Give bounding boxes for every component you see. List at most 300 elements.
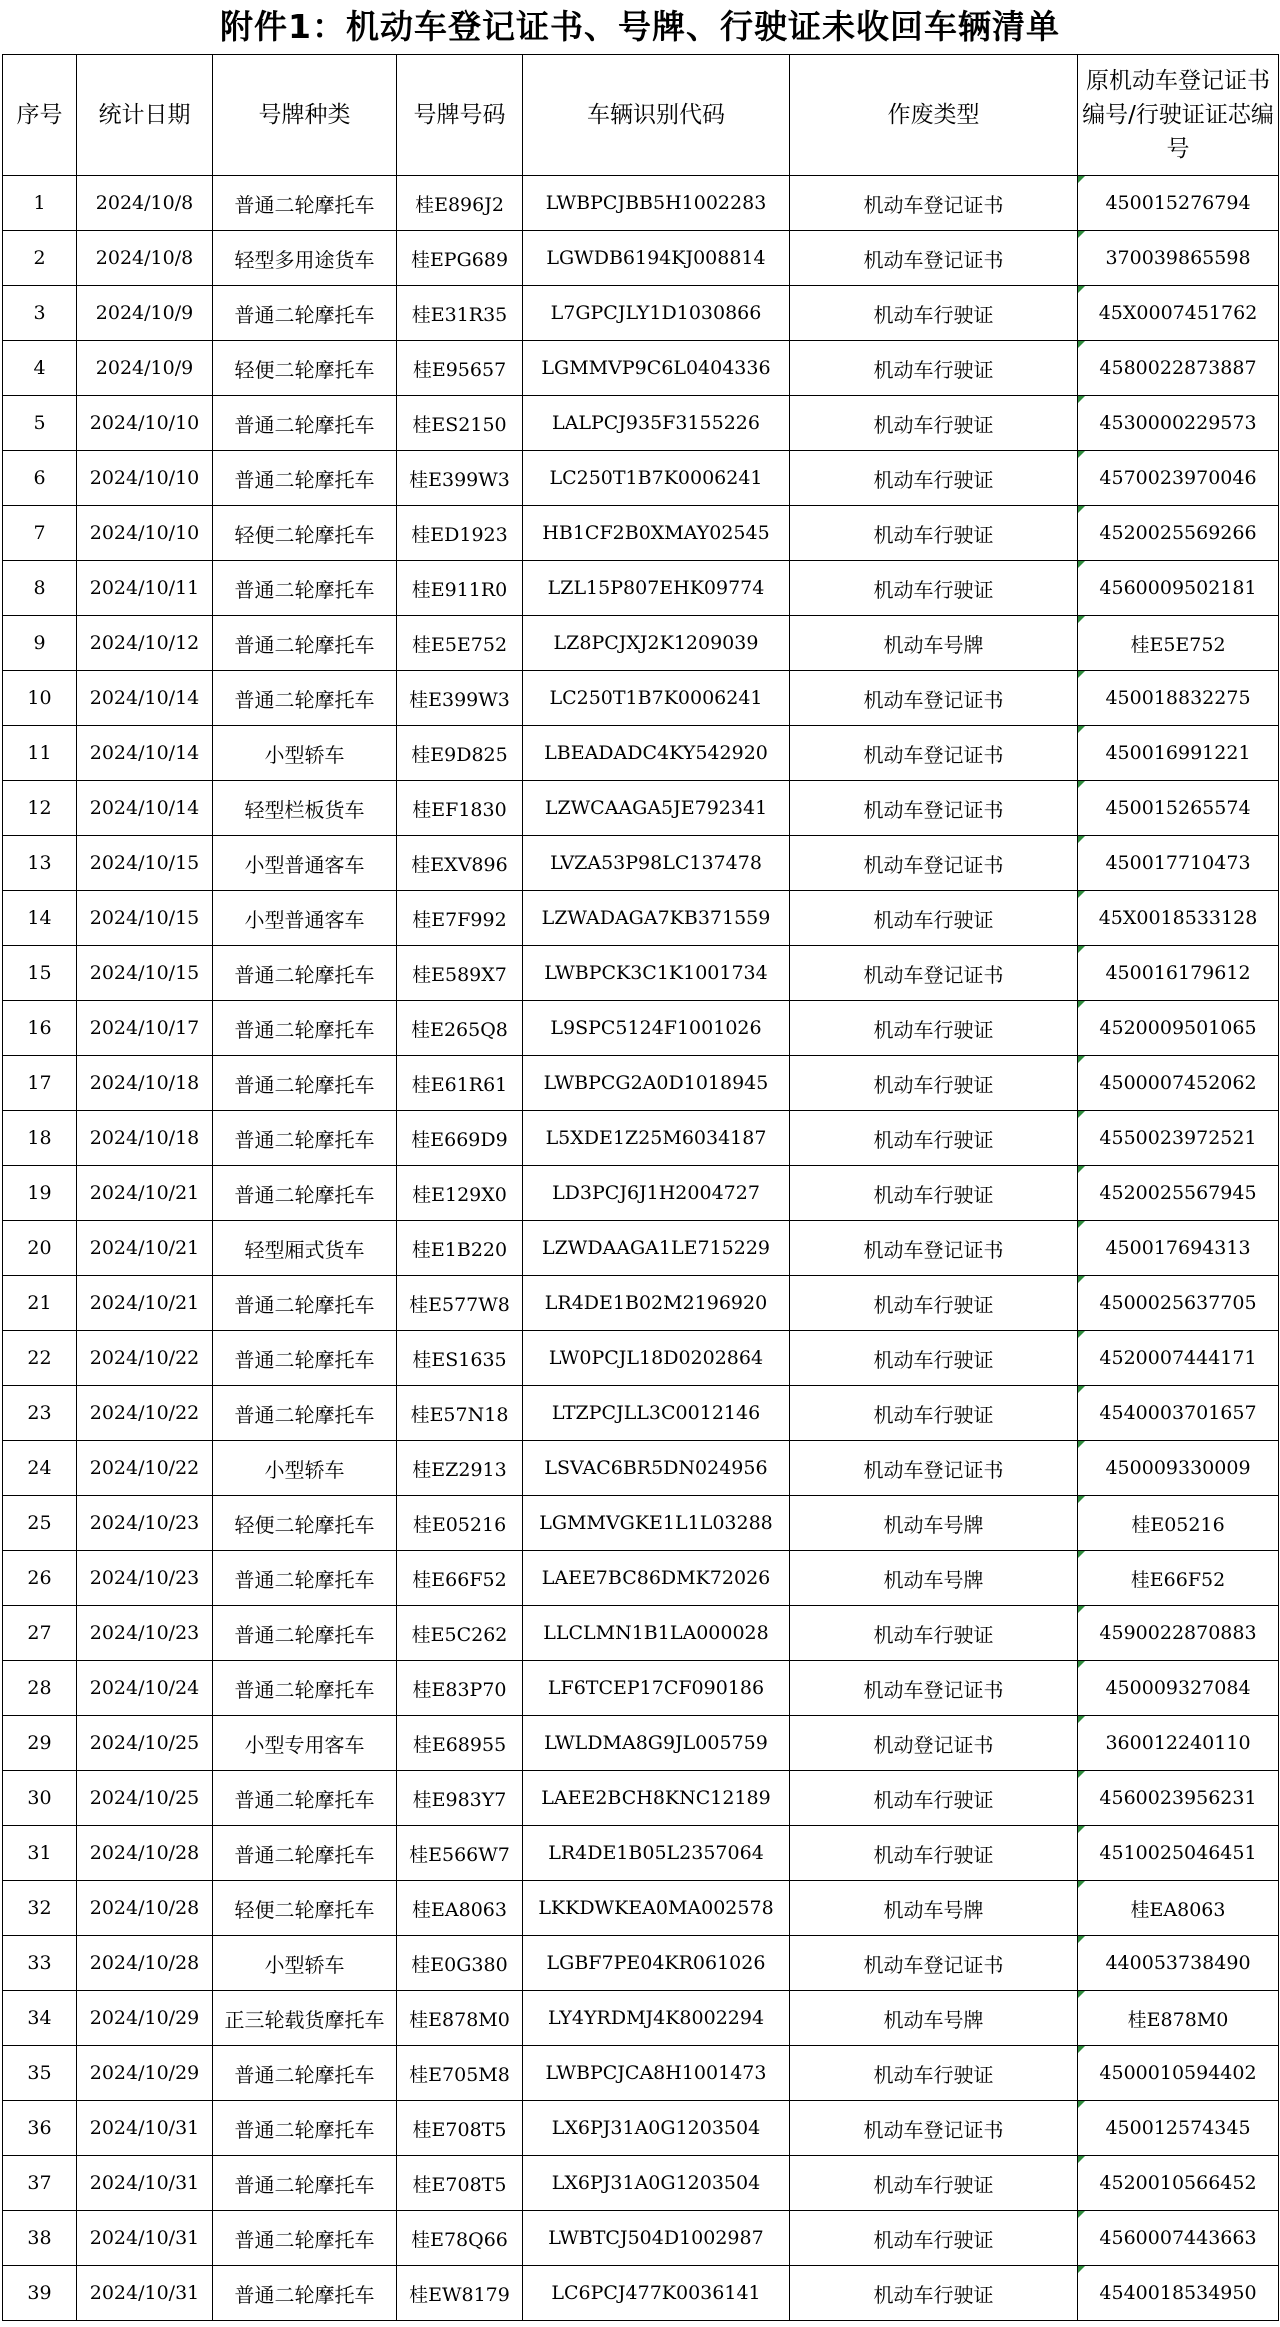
cert-no-text: 4520010566452: [1099, 2172, 1257, 2194]
cell-plate-no: 桂E95657: [397, 341, 523, 396]
cell-seq: 8: [3, 561, 77, 616]
cell-seq: 25: [3, 1496, 77, 1551]
cert-no-text: 4540018534950: [1099, 2282, 1257, 2304]
cell-cert-no: [1078, 1991, 1279, 2046]
cell-vin: LGMMVGKE1L1L03288: [523, 1496, 790, 1551]
cell-plate-no: 桂ED1923: [397, 506, 523, 561]
cert-no-text: 4590022870883: [1099, 1622, 1257, 1644]
header-void-type: 作废类型: [790, 55, 1078, 176]
cell-plate-type: 正三轮载货摩托车: [213, 1991, 397, 2046]
cell-seq: 3: [3, 286, 77, 341]
cell-cert-no: [1078, 1056, 1279, 1111]
cert-no-text: 4540003701657: [1099, 1402, 1257, 1424]
cell-plate-no: 桂E911R0: [397, 561, 523, 616]
cell-void-type: 机动车行驶证: [790, 1001, 1078, 1056]
cell-vin: LTZPCJLL3C0012146: [523, 1386, 790, 1441]
cert-no-text: 450018832275: [1105, 687, 1251, 709]
cell-plate-type: 普通二轮摩托车: [213, 2156, 397, 2211]
cell-date: 2024/10/15: [77, 836, 213, 891]
cell-plate-type: 普通二轮摩托车: [213, 2101, 397, 2156]
cell-date: 2024/10/21: [77, 1276, 213, 1331]
table-row: [3, 506, 1279, 561]
cell-seq: 39: [3, 2266, 77, 2321]
cell-cert-no: [1078, 1826, 1279, 1881]
cell-void-type: 机动车行驶证: [790, 1386, 1078, 1441]
cell-plate-no: 桂EW8179: [397, 2266, 523, 2321]
cell-date: 2024/10/25: [77, 1716, 213, 1771]
cell-vin: LC250T1B7K0006241: [523, 671, 790, 726]
document-title: 附件1：机动车登记证书、号牌、行驶证未收回车辆清单: [220, 7, 1060, 46]
comment-corner-icon: [1078, 1606, 1085, 1613]
cert-no-text: 4560023956231: [1099, 1787, 1257, 1809]
cell-vin: LF6TCEP17CF090186: [523, 1661, 790, 1716]
cert-no-text: 桂E878M0: [1127, 2008, 1229, 2031]
cell-plate-no: 桂ES1635: [397, 1331, 523, 1386]
cell-seq: 9: [3, 616, 77, 671]
cell-seq: 13: [3, 836, 77, 891]
cell-vin: LZWADAGA7KB371559: [523, 891, 790, 946]
table-row: [3, 2101, 1279, 2156]
cell-plate-no: 桂E5C262: [397, 1606, 523, 1661]
cell-seq: 30: [3, 1771, 77, 1826]
cell-plate-no: 桂E0G380: [397, 1936, 523, 1991]
cell-cert-no: [1078, 891, 1279, 946]
cert-no-text: 4560009502181: [1099, 577, 1257, 599]
cert-no-text: 450016991221: [1105, 742, 1251, 764]
cell-cert-no: [1078, 1111, 1279, 1166]
comment-corner-icon: [1078, 561, 1085, 568]
cell-plate-type: 轻便二轮摩托车: [213, 1881, 397, 1936]
cell-date: 2024/10/10: [77, 451, 213, 506]
cell-plate-type: 普通二轮摩托车: [213, 176, 397, 231]
cell-date: 2024/10/9: [77, 341, 213, 396]
table-row: [3, 1881, 1279, 1936]
cell-void-type: 机动车行驶证: [790, 2156, 1078, 2211]
comment-corner-icon: [1078, 836, 1085, 843]
cell-plate-type: 小型轿车: [213, 726, 397, 781]
cell-cert-no: [1078, 341, 1279, 396]
cell-vin: LW0PCJL18D0202864: [523, 1331, 790, 1386]
cert-no-text: 4520007444171: [1099, 1347, 1257, 1369]
table-row: [3, 1716, 1279, 1771]
cell-seq: 35: [3, 2046, 77, 2101]
cert-no-text: 450017694313: [1105, 1237, 1251, 1259]
cell-cert-no: [1078, 1441, 1279, 1496]
cell-date: 2024/10/18: [77, 1056, 213, 1111]
cell-cert-no: [1078, 946, 1279, 1001]
table-row: [3, 1771, 1279, 1826]
cell-date: 2024/10/15: [77, 946, 213, 1001]
cell-plate-no: 桂E57N18: [397, 1386, 523, 1441]
comment-corner-icon: [1078, 1991, 1085, 1998]
table-header: [3, 55, 1279, 176]
cell-vin: LWBPCJBB5H1002283: [523, 176, 790, 231]
comment-corner-icon: [1078, 2156, 1085, 2163]
header-plate-no: 号牌号码: [397, 55, 523, 176]
cell-cert-no: [1078, 1001, 1279, 1056]
comment-corner-icon: [1078, 1881, 1085, 1888]
cell-plate-no: 桂E61R61: [397, 1056, 523, 1111]
cell-date: 2024/10/9: [77, 286, 213, 341]
cell-plate-no: 桂E399W3: [397, 671, 523, 726]
cell-date: 2024/10/29: [77, 1991, 213, 2046]
comment-corner-icon: [1078, 946, 1085, 953]
cell-plate-type: 轻型栏板货车: [213, 781, 397, 836]
cell-date: 2024/10/31: [77, 2266, 213, 2321]
cell-vin: LZWCAAGA5JE792341: [523, 781, 790, 836]
cell-void-type: 机动车行驶证: [790, 2266, 1078, 2321]
cell-plate-type: 普通二轮摩托车: [213, 286, 397, 341]
cell-seq: 23: [3, 1386, 77, 1441]
cell-cert-no: [1078, 2266, 1279, 2321]
cell-plate-type: 普通二轮摩托车: [213, 1001, 397, 1056]
cell-date: 2024/10/10: [77, 506, 213, 561]
comment-corner-icon: [1078, 286, 1085, 293]
cell-cert-no: [1078, 2101, 1279, 2156]
table-row: [3, 561, 1279, 616]
table-row: [3, 1056, 1279, 1111]
cert-no-text: 440053738490: [1105, 1952, 1251, 1974]
cell-seq: 12: [3, 781, 77, 836]
cell-seq: 33: [3, 1936, 77, 1991]
cell-void-type: 机动车登记证书: [790, 1661, 1078, 1716]
table-row: [3, 1826, 1279, 1881]
cell-seq: 22: [3, 1331, 77, 1386]
cell-plate-no: 桂E05216: [397, 1496, 523, 1551]
cell-date: 2024/10/31: [77, 2156, 213, 2211]
header-seq: 序号: [3, 55, 77, 176]
cell-plate-type: 轻型多用途货车: [213, 231, 397, 286]
cert-no-text: 4570023970046: [1099, 467, 1257, 489]
cell-plate-type: 普通二轮摩托车: [213, 1111, 397, 1166]
cell-plate-type: 普通二轮摩托车: [213, 1386, 397, 1441]
cell-cert-no: [1078, 1221, 1279, 1276]
cell-vin: LWLDMA8G9JL005759: [523, 1716, 790, 1771]
cell-vin: LR4DE1B02M2196920: [523, 1276, 790, 1331]
cell-vin: LZL15P807EHK09774: [523, 561, 790, 616]
comment-corner-icon: [1078, 396, 1085, 403]
cell-void-type: 机动车号牌: [790, 1991, 1078, 2046]
table-body: [3, 176, 1279, 2321]
cell-seq: 36: [3, 2101, 77, 2156]
cell-void-type: 机动车登记证书: [790, 1221, 1078, 1276]
comment-corner-icon: [1078, 1111, 1085, 1118]
cell-void-type: 机动车行驶证: [790, 1606, 1078, 1661]
cell-date: 2024/10/15: [77, 891, 213, 946]
cell-void-type: 机动车行驶证: [790, 1276, 1078, 1331]
cell-plate-no: 桂E7F992: [397, 891, 523, 946]
table-row: [3, 1001, 1279, 1056]
cell-date: 2024/10/28: [77, 1881, 213, 1936]
table-row: [3, 1606, 1279, 1661]
cell-cert-no: [1078, 1606, 1279, 1661]
comment-corner-icon: [1078, 1826, 1085, 1833]
cell-seq: 28: [3, 1661, 77, 1716]
comment-corner-icon: [1078, 231, 1085, 238]
cell-vin: L9SPC5124F1001026: [523, 1001, 790, 1056]
cell-vin: LAEE7BC86DMK72026: [523, 1551, 790, 1606]
table-row: [3, 836, 1279, 891]
cell-seq: 31: [3, 1826, 77, 1881]
cell-vin: LR4DE1B05L2357064: [523, 1826, 790, 1881]
cell-date: 2024/10/31: [77, 2101, 213, 2156]
cell-cert-no: [1078, 671, 1279, 726]
cell-plate-no: 桂E83P70: [397, 1661, 523, 1716]
cell-cert-no: [1078, 1386, 1279, 1441]
cell-date: 2024/10/22: [77, 1331, 213, 1386]
cell-plate-no: 桂EXV896: [397, 836, 523, 891]
cell-seq: 10: [3, 671, 77, 726]
cell-date: 2024/10/8: [77, 231, 213, 286]
comment-corner-icon: [1078, 451, 1085, 458]
table-row: [3, 396, 1279, 451]
cell-vin: LWBTCJ504D1002987: [523, 2211, 790, 2266]
cert-no-text: 360012240110: [1105, 1732, 1251, 1754]
cell-plate-type: 普通二轮摩托车: [213, 1771, 397, 1826]
comment-corner-icon: [1078, 341, 1085, 348]
cell-plate-type: 轻型厢式货车: [213, 1221, 397, 1276]
cell-void-type: 机动车号牌: [790, 1551, 1078, 1606]
cell-void-type: 机动车登记证书: [790, 671, 1078, 726]
table-row: [3, 781, 1279, 836]
cell-plate-type: 小型普通客车: [213, 836, 397, 891]
cell-void-type: 机动车行驶证: [790, 2046, 1078, 2101]
cell-cert-no: [1078, 1331, 1279, 1386]
cell-plate-type: 普通二轮摩托车: [213, 561, 397, 616]
cell-seq: 7: [3, 506, 77, 561]
cell-seq: 27: [3, 1606, 77, 1661]
cell-plate-type: 小型轿车: [213, 1441, 397, 1496]
comment-corner-icon: [1078, 1716, 1085, 1723]
cell-plate-type: 普通二轮摩托车: [213, 2211, 397, 2266]
cell-date: 2024/10/21: [77, 1221, 213, 1276]
cert-no-text: 4500010594402: [1099, 2062, 1257, 2084]
cert-no-text: 4520009501065: [1099, 1017, 1257, 1039]
cell-date: 2024/10/28: [77, 1826, 213, 1881]
cell-date: 2024/10/18: [77, 1111, 213, 1166]
table-row: [3, 341, 1279, 396]
cell-vin: LAEE2BCH8KNC12189: [523, 1771, 790, 1826]
cell-plate-type: 普通二轮摩托车: [213, 1606, 397, 1661]
table-row: [3, 616, 1279, 671]
comment-corner-icon: [1078, 1441, 1085, 1448]
cell-vin: LC6PCJ477K0036141: [523, 2266, 790, 2321]
cert-no-text: 4520025569266: [1099, 522, 1257, 544]
cell-vin: L5XDE1Z25M6034187: [523, 1111, 790, 1166]
cell-plate-no: 桂E78Q66: [397, 2211, 523, 2266]
cell-seq: 21: [3, 1276, 77, 1331]
cert-no-text: 4500025637705: [1099, 1292, 1257, 1314]
cell-plate-type: 轻便二轮摩托车: [213, 341, 397, 396]
cell-plate-no: 桂EF1830: [397, 781, 523, 836]
comment-corner-icon: [1078, 2101, 1085, 2108]
cell-void-type: 机动车行驶证: [790, 891, 1078, 946]
cell-date: 2024/10/14: [77, 726, 213, 781]
cell-plate-no: 桂E708T5: [397, 2101, 523, 2156]
cell-vin: LZWDAAGA1LE715229: [523, 1221, 790, 1276]
cell-plate-type: 小型专用客车: [213, 1716, 397, 1771]
cell-plate-no: 桂E589X7: [397, 946, 523, 1001]
cell-seq: 11: [3, 726, 77, 781]
cert-no-text: 桂E05216: [1131, 1513, 1225, 1536]
comment-corner-icon: [1078, 1056, 1085, 1063]
table-row: [3, 231, 1279, 286]
cell-vin: LZ8PCJXJ2K1209039: [523, 616, 790, 671]
cell-cert-no: [1078, 1661, 1279, 1716]
cell-seq: 37: [3, 2156, 77, 2211]
table-row: [3, 451, 1279, 506]
cell-date: 2024/10/23: [77, 1496, 213, 1551]
cell-date: 2024/10/14: [77, 781, 213, 836]
cell-void-type: 机动车行驶证: [790, 1111, 1078, 1166]
cert-no-text: 4560007443663: [1099, 2227, 1257, 2249]
cell-seq: 15: [3, 946, 77, 1001]
cell-vin: LBEADADC4KY542920: [523, 726, 790, 781]
cell-cert-no: [1078, 176, 1279, 231]
table-row: [3, 1551, 1279, 1606]
cell-plate-type: 普通二轮摩托车: [213, 1331, 397, 1386]
table-row: [3, 1496, 1279, 1551]
cell-void-type: 机动车登记证书: [790, 726, 1078, 781]
cell-date: 2024/10/29: [77, 2046, 213, 2101]
cell-plate-no: 桂E66F52: [397, 1551, 523, 1606]
cell-plate-no: 桂E399W3: [397, 451, 523, 506]
cell-date: 2024/10/22: [77, 1441, 213, 1496]
cell-vin: L7GPCJLY1D1030866: [523, 286, 790, 341]
cert-no-text: 4520025567945: [1099, 1182, 1257, 1204]
table-row: [3, 1111, 1279, 1166]
comment-corner-icon: [1078, 781, 1085, 788]
cell-void-type: 机动车行驶证: [790, 1826, 1078, 1881]
cell-plate-no: 桂E1B220: [397, 1221, 523, 1276]
cell-date: 2024/10/23: [77, 1606, 213, 1661]
cell-void-type: 机动车登记证书: [790, 1441, 1078, 1496]
cell-vin: LD3PCJ6J1H2004727: [523, 1166, 790, 1221]
cert-no-text: 4530000229573: [1099, 412, 1257, 434]
cert-no-text: 450015276794: [1105, 192, 1251, 214]
cell-plate-type: 普通二轮摩托车: [213, 1056, 397, 1111]
comment-corner-icon: [1078, 2211, 1085, 2218]
cell-date: 2024/10/11: [77, 561, 213, 616]
cell-plate-no: 桂E878M0: [397, 1991, 523, 2046]
comment-corner-icon: [1078, 671, 1085, 678]
cell-plate-type: 小型普通客车: [213, 891, 397, 946]
cert-no-text: 45X0007451762: [1098, 302, 1258, 324]
cell-plate-no: 桂E5E752: [397, 616, 523, 671]
cert-no-text: 450009327084: [1105, 1677, 1251, 1699]
cell-void-type: 机动车行驶证: [790, 396, 1078, 451]
comment-corner-icon: [1078, 726, 1085, 733]
cell-seq: 6: [3, 451, 77, 506]
cell-seq: 18: [3, 1111, 77, 1166]
header-row: [3, 55, 1279, 176]
cell-cert-no: [1078, 561, 1279, 616]
comment-corner-icon: [1078, 1166, 1085, 1173]
cell-plate-no: 桂E265Q8: [397, 1001, 523, 1056]
cell-void-type: 机动车号牌: [790, 1881, 1078, 1936]
cell-date: 2024/10/22: [77, 1386, 213, 1441]
cell-vin: LX6PJ31A0G1203504: [523, 2156, 790, 2211]
cert-no-text: 450015265574: [1105, 797, 1251, 819]
cell-vin: LVZA53P98LC137478: [523, 836, 790, 891]
cell-vin: LWBPCG2A0D1018945: [523, 1056, 790, 1111]
cell-void-type: 机动车登记证书: [790, 176, 1078, 231]
cell-void-type: 机动车登记证书: [790, 1936, 1078, 1991]
cell-vin: LLCLMN1B1LA000028: [523, 1606, 790, 1661]
cell-void-type: 机动车登记证书: [790, 231, 1078, 286]
comment-corner-icon: [1078, 1386, 1085, 1393]
cell-plate-type: 普通二轮摩托车: [213, 616, 397, 671]
comment-corner-icon: [1078, 2266, 1085, 2273]
cert-no-text: 桂E66F52: [1130, 1568, 1226, 1591]
table-row: [3, 176, 1279, 231]
cert-no-text: 4510025046451: [1099, 1842, 1257, 1864]
cell-vin: LWBPCK3C1K1001734: [523, 946, 790, 1001]
header-vin: 车辆识别代码: [523, 55, 790, 176]
comment-corner-icon: [1078, 1551, 1085, 1558]
cell-cert-no: [1078, 231, 1279, 286]
table-row: [3, 726, 1279, 781]
cell-seq: 17: [3, 1056, 77, 1111]
cell-plate-no: 桂E705M8: [397, 2046, 523, 2101]
comment-corner-icon: [1078, 1661, 1085, 1668]
table-row: [3, 1276, 1279, 1331]
cell-void-type: 机动车行驶证: [790, 341, 1078, 396]
cell-date: 2024/10/24: [77, 1661, 213, 1716]
table-row: [3, 1166, 1279, 1221]
cell-plate-no: 桂E566W7: [397, 1826, 523, 1881]
cert-no-text: 4580022873887: [1099, 357, 1257, 379]
cell-void-type: 机动车登记证书: [790, 781, 1078, 836]
cell-plate-type: 普通二轮摩托车: [213, 1551, 397, 1606]
cell-void-type: 机动车登记证书: [790, 836, 1078, 891]
cert-no-text: 450012574345: [1105, 2117, 1251, 2139]
table-row: [3, 2046, 1279, 2101]
cell-void-type: 机动车登记证书: [790, 946, 1078, 1001]
cell-seq: 32: [3, 1881, 77, 1936]
cell-vin: HB1CF2B0XMAY02545: [523, 506, 790, 561]
cell-cert-no: [1078, 1276, 1279, 1331]
cell-cert-no: [1078, 286, 1279, 341]
cell-plate-no: 桂ES2150: [397, 396, 523, 451]
cert-no-text: 45X0018533128: [1098, 907, 1258, 929]
comment-corner-icon: [1078, 506, 1085, 513]
table-row: [3, 1221, 1279, 1276]
cell-cert-no: [1078, 506, 1279, 561]
cell-cert-no: [1078, 1551, 1279, 1606]
cell-plate-type: 普通二轮摩托车: [213, 2046, 397, 2101]
cell-cert-no: [1078, 1771, 1279, 1826]
cell-plate-no: 桂E31R35: [397, 286, 523, 341]
cell-cert-no: [1078, 396, 1279, 451]
cell-seq: 14: [3, 891, 77, 946]
header-plate-type: 号牌种类: [213, 55, 397, 176]
cell-cert-no: [1078, 616, 1279, 671]
cell-plate-no: 桂E9D825: [397, 726, 523, 781]
comment-corner-icon: [1078, 2046, 1085, 2053]
cell-void-type: 机动车号牌: [790, 616, 1078, 671]
cell-void-type: 机动车行驶证: [790, 506, 1078, 561]
cell-seq: 26: [3, 1551, 77, 1606]
cell-plate-no: 桂E669D9: [397, 1111, 523, 1166]
cell-cert-no: [1078, 2211, 1279, 2266]
cell-seq: 5: [3, 396, 77, 451]
cell-cert-no: [1078, 1881, 1279, 1936]
table-row: [3, 2266, 1279, 2321]
cell-void-type: 机动车行驶证: [790, 1056, 1078, 1111]
cell-plate-no: 桂EZ2913: [397, 1441, 523, 1496]
table-row: [3, 286, 1279, 341]
